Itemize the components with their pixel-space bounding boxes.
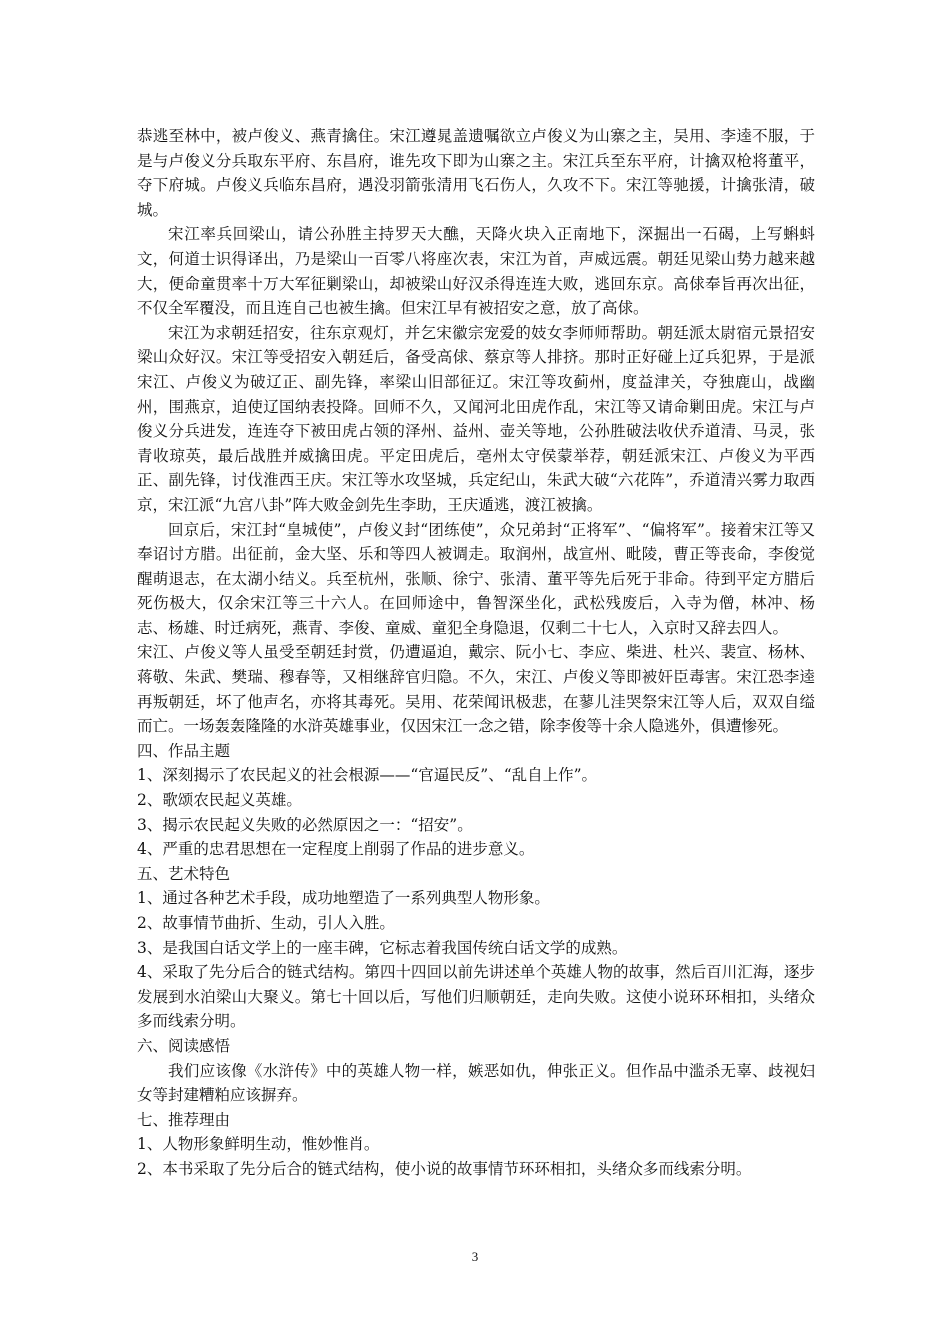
paragraph: 宋江为求朝廷招安，往东京观灯，并乞宋徽宗宠爱的妓女李师师帮助。朝廷派太尉宿元景招安梁山众好汉。宋江等受招安入朝廷后，备受高俅、蔡京等人排挤。那时正好碰上辽兵犯界，于是派宋江、卢俊义为破辽正、副先锋，率梁山旧部征辽。宋江等攻蓟州，度益津关，夺独鹿山，战幽州，围燕京，迫使辽国纳表投降。回师不久，又闻河北田虎作乱，宋江等又请命剿田虎。宋江与卢俊义分兵进发，连连夺下被田虎占领的泽州、益州、壶关等地，公孙胜破法收伏乔道清、马灵，张青收琼英，最后战胜并威擒田虎。平定田虎后，亳州太守侯蒙举荐，朝廷派宋江、卢俊义为平西正、副先锋，讨伐淮西王庆。宋江等水攻坚城，兵定纪山，朱武大破“六花阵”，乔道清兴雾力取西京，宋江派“九宫八卦”阵大败金剑先生李助，王庆遁逃，渡江被擒。 — [137, 323, 815, 514]
section-heading: 四、作品主题 — [137, 741, 231, 760]
list-item: 2、故事情节曲折、生动，引人入胜。 — [137, 914, 395, 932]
paragraph: 宋江、卢俊义等人虽受至朝廷封赏，仍遭逼迫，戴宗、阮小七、李应、柴进、杜兴、裴宣、杨林、蒋敬、朱武、樊瑞、穆春等，又相继辞官归隐。不久，宋江、卢俊义等即被奸臣毒害。宋江恐李逵再叛朝廷，坏了他声名，亦将其毒死。吴用、花荣闻讯极悲，在蓼儿洼哭祭宋江等人后，双双自缢而亡。一场轰轰隆隆的水浒英雄事业，仅因宋江一念之错，除李俊等十余人隐逃外，俱遭惨死。 — [137, 643, 815, 736]
page-number: 3 — [471, 1249, 479, 1264]
list-item: 3、是我国白话文学上的一座丰碑，它标志着我国传统白话文学的成熟。 — [137, 938, 628, 957]
list-item: 1、人物形象鲜明生动，惟妙惟肖。 — [137, 1135, 380, 1154]
list-item: 4、严重的忠君思想在一定程度上削弱了作品的进步意义。 — [137, 840, 535, 859]
section-heading: 七、推荐理由 — [137, 1110, 231, 1129]
list-item: 2、本书采取了先分后合的链式结构，使小说的故事情节环环相扣，头绪众多而线索分明。 — [137, 1159, 752, 1178]
paragraph: 回京后，宋江封“皇城使”，卢俊义封“团练使”，众兄弟封“正将军”、“偏将军”。接着宋江等又奉诏讨方腊。出征前，金大坚、乐和等四人被调走。取润州，战宣州、毗陵，曹正等丧命，李俊觉醒萌退志，在太湖小结义。兵至杭州，张顺、徐宁、张清、董平等先后死于非命。待到平定方腊后死伤极大，仅余宋江等三十六人。在回师途中，鲁智深坐化，武松残废后，入寺为僧，林冲、杨志、杨雄、时迁病死，燕青、李俊、童威、童犯全身隐退，仅剩二十七人，入京时又辞去四人。 — [137, 520, 815, 637]
section-heading: 五、艺术特色 — [137, 864, 231, 883]
paragraph: 恭逃至林中，被卢俊义、燕青擒住。宋江遵晁盖遗嘱欲立卢俊义为山寨之主，吴用、李逵不服，于是与卢俊义分兵取东平府、东昌府，谁先攻下即为山寨之主。宋江兵至东平府，计擒双枪将董平，夺下府城。卢俊义兵临东昌府，遇没羽箭张清用飞石伤人，久攻不下。宋江等驰援，计擒张清，破城。 — [137, 127, 815, 219]
section-heading: 六、阅读感悟 — [137, 1036, 231, 1055]
list-item: 4、采取了先分后合的链式结构。第四十四回以前先讲述单个英雄人物的故事，然后百川汇海，逐步发展到水泊梁山大聚义。第七十回以后，写他们归顺朝廷，走向失败。这使小说环环相扣，头绪众多而线索分明。 — [137, 963, 815, 1031]
list-item: 1、通过各种艺术手段，成功地塑造了一系列典型人物形象。 — [137, 889, 550, 908]
list-item: 3、揭示农民起义失败的必然原因之一：“招安”。 — [137, 815, 473, 834]
paragraph: 我们应该像《水浒传》中的英雄人物一样，嫉恶如仇，伸张正义。但作品中滥杀无辜、歧视妇女等封建糟粕应该摒弃。 — [137, 1061, 815, 1105]
paragraph: 宋江率兵回梁山，请公孙胜主持罗天大醮，天降火块入正南地下，深掘出一石碣，上写蝌蚪文，何道士识得译出，乃是梁山一百零八将座次表，宋江为首，声威远震。朝廷见梁山势力越来越大，便命童贯率十万大军征剿梁山，却被梁山好汉杀得连连大败，逃回东京。高俅奉旨再次出征，不仅全军覆没，而且连自己也被生擒。但宋江早有被招安之意，放了高俅。 — [137, 225, 815, 318]
list-item: 2、歌颂农民起义英雄。 — [137, 791, 302, 810]
document-body — [137, 124, 815, 1182]
list-item: 1、深刻揭示了农民起义的社会根源——“官逼民反”、“乱自上作”。 — [137, 766, 598, 785]
